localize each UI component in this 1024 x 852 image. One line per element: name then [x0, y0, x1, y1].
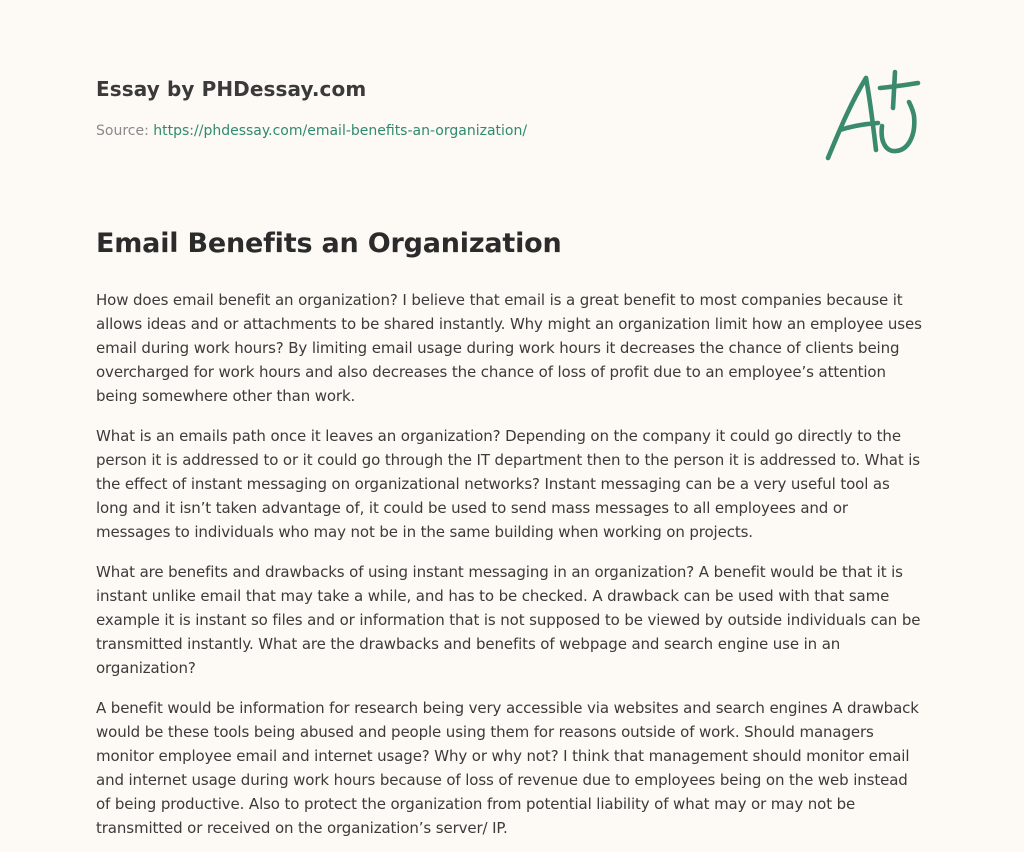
source-label: Source: — [96, 123, 149, 139]
essay-paragraph: How does email benefit an organization? I believe that email is a great benefit to most companies because it allows ideas and or attachments to be shared instantly. Why might an organization limit how an employee uses email during work hours? By limiting email usage during work hours it decreases the chance of clients being overcharged for work hours and also decreases the chance of loss of profit due to an employee’s attention being somewhere other than work. — [96, 291, 922, 405]
a-plus-logo-icon — [818, 66, 930, 166]
essay-article — [96, 224, 926, 852]
essay-paragraph: A benefit would be information for research being very accessible via websites and search engines A drawback would be these tools being abused and people using them for reasons outside of work. Should managers monitor employee email and internet usage? Why or why not? I think that management should monitor email and internet usage during work hours because of loss of revenue due to employees being on the web instead of being productive. Also to protect the organization from potential liability of what may or may not be transmitted or received on the organization’s server/ IP. — [96, 699, 919, 837]
source-link[interactable]: https://phdessay.com/email-benefits-an-organization/ — [153, 123, 528, 139]
essay-paragraph: What are benefits and drawbacks of using instant messaging in an organization? A benefit would be that it is instant unlike email that may take a while, and has to be checked. A drawback can be used with that same example it is instant so files and or information that is not supposed to be viewed by outside individuals can be transmitted instantly. What are the drawbacks and benefits of webpage and search engine use in an organization? — [96, 563, 921, 677]
source-line — [96, 121, 796, 141]
essay-title: Email Benefits an Organization — [96, 228, 562, 259]
essay-header — [96, 74, 796, 141]
brand-title: Essay by PHDessay.com — [96, 77, 367, 101]
essay-paragraph: What is an emails path once it leaves an organization? Depending on the company it could go directly to the person it is addressed to or it could go through the IT department then to the person it is addressed to. What is the effect of instant messaging on organizational networks? Instant messaging can be a very useful tool as long and it isn’t taken advantage of, it could be used to send mass messages to all employees and or messages to individuals who may not be in the same building when working on projects. — [96, 427, 921, 541]
